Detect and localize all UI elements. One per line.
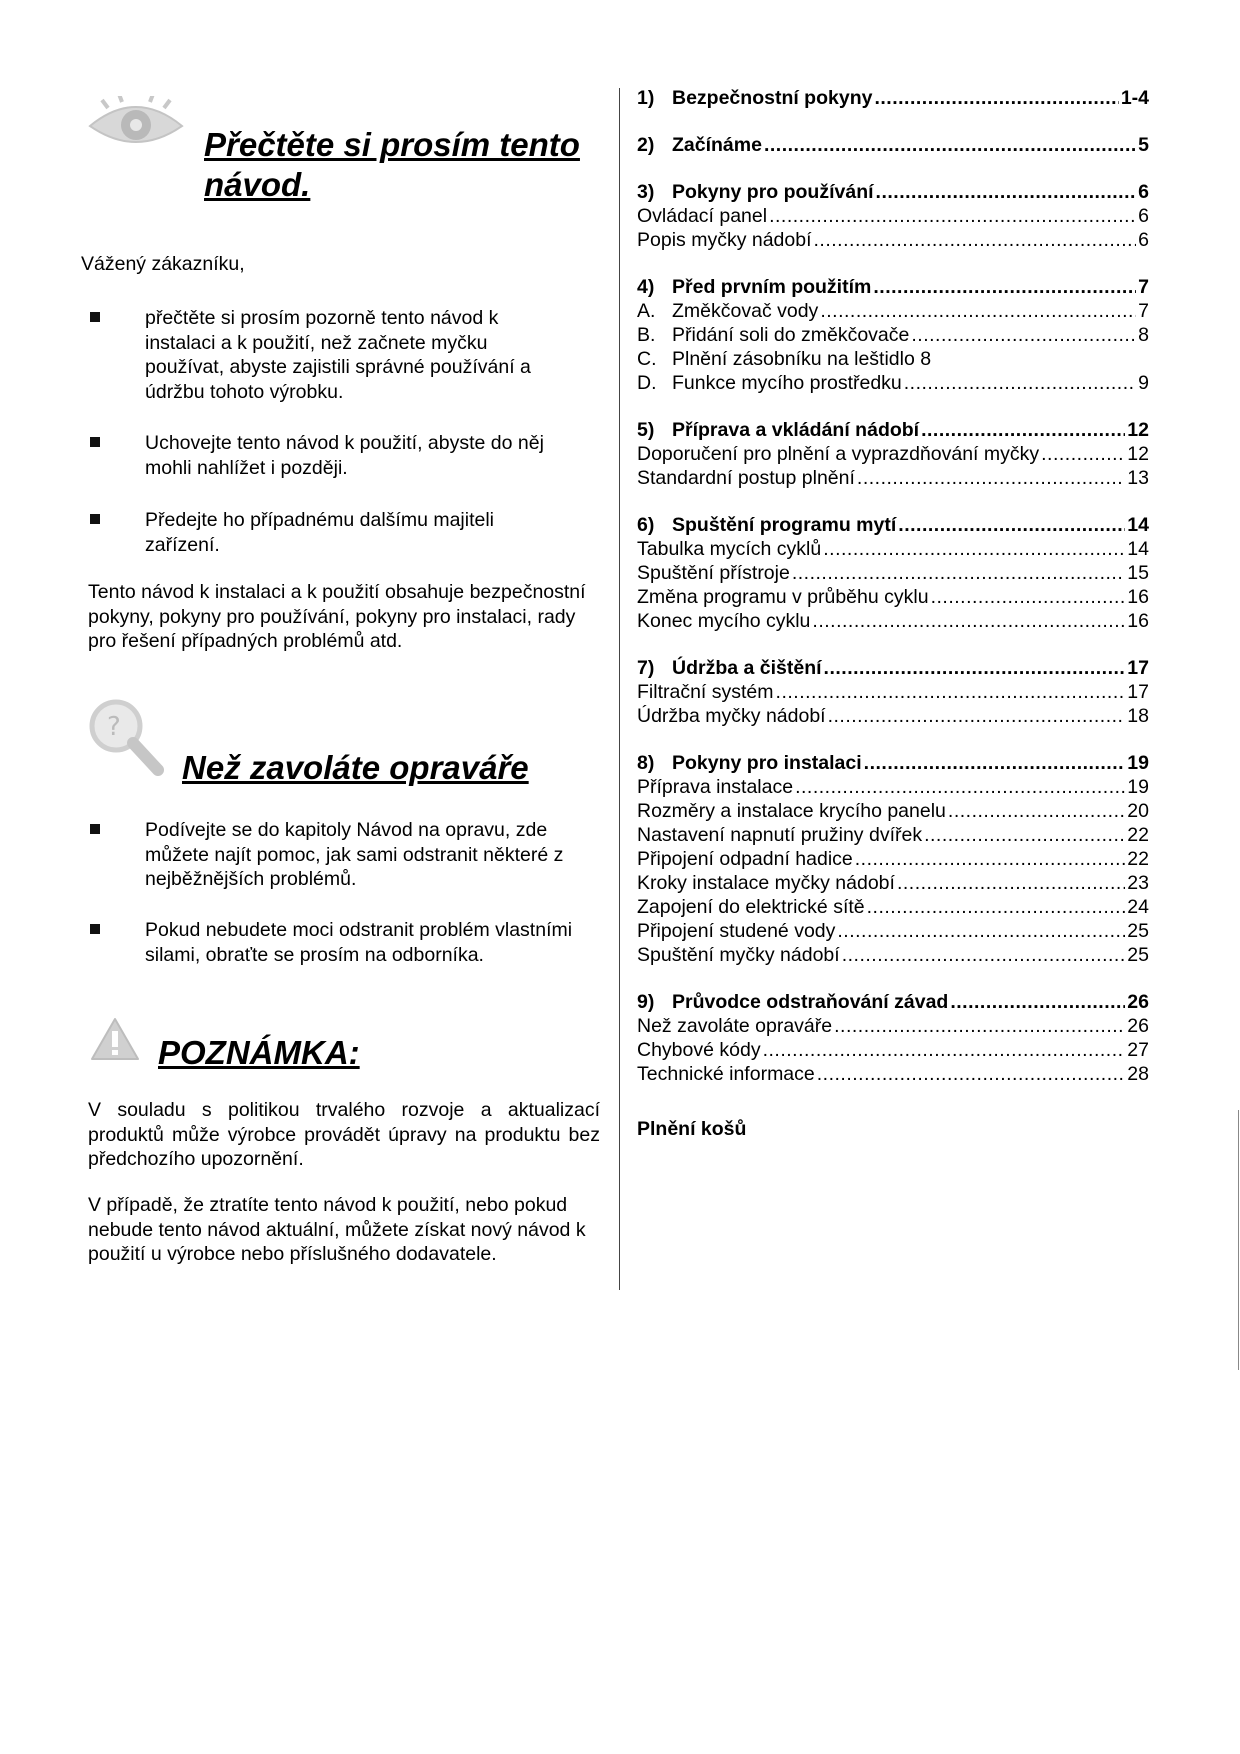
toc-item-row[interactable] xyxy=(637,704,1149,728)
toc-title: Příprava a vkládání nádobí xyxy=(672,419,920,441)
toc-leader xyxy=(792,561,1125,585)
toc-leader xyxy=(820,299,1136,323)
toc-section xyxy=(637,418,1149,490)
toc-item-letter: A. xyxy=(637,300,656,322)
toc-item-page: 15 xyxy=(1127,562,1149,584)
toc-leader xyxy=(874,86,1118,110)
toc-item-label: Změna programu v průběhu cyklu xyxy=(637,586,929,608)
toc-item-page: 23 xyxy=(1127,872,1149,894)
toc-item-page: 6 xyxy=(1138,229,1149,251)
toc-item-label: Konec mycího cyklu xyxy=(637,610,811,632)
toc-item-label: Přidání soli do změkčovače xyxy=(672,324,910,346)
toc-leader xyxy=(904,371,1136,395)
toc-item-label: Technické informace xyxy=(637,1063,815,1085)
toc-item-letter: B. xyxy=(637,324,656,346)
toc-item-page: 18 xyxy=(1127,705,1149,727)
toc-item-page: 14 xyxy=(1127,538,1149,560)
toc-section xyxy=(637,513,1149,633)
toc-title: Bezpečnostní pokyny xyxy=(672,87,873,109)
toc-heading-row[interactable] xyxy=(637,656,1149,680)
toc-item-row[interactable] xyxy=(637,228,1149,252)
toc-page: 7 xyxy=(1138,276,1149,298)
toc-title: Před prvním použitím xyxy=(672,276,872,298)
toc-leader xyxy=(769,204,1136,228)
toc-leader xyxy=(931,585,1126,609)
toc-leader xyxy=(823,537,1125,561)
toc-item-row[interactable] xyxy=(637,323,1149,347)
toc-item-row[interactable] xyxy=(637,466,1149,490)
toc-leader xyxy=(911,323,1136,347)
read-heading: Přečtěte si prosím tento návod. xyxy=(204,126,580,203)
toc-leader xyxy=(795,775,1125,799)
toc-title: Průvodce odstraňování závad xyxy=(672,991,949,1013)
toc-title: Začínáme xyxy=(672,134,762,156)
toc-leader xyxy=(764,133,1136,157)
toc-leader xyxy=(950,990,1125,1014)
toc-item-row[interactable] xyxy=(637,823,1149,847)
toc-item-label: Filtrační systém xyxy=(637,681,774,703)
toc-heading-row[interactable] xyxy=(637,990,1149,1014)
toc-item-page: 20 xyxy=(1127,800,1149,822)
toc-leader xyxy=(824,656,1126,680)
toc-item-letter: D. xyxy=(637,372,657,394)
note-paragraph: V souladu s politikou trvalého rozvoje a aktualizací produktů může výrobce provádět úpravy na produktu bez předchozího upozornění. xyxy=(88,1099,600,1170)
toc-heading-row[interactable] xyxy=(637,275,1149,299)
eye-icon xyxy=(86,96,186,156)
toc-item-row[interactable] xyxy=(637,585,1149,609)
bullet-icon xyxy=(90,824,100,834)
toc-number: 6) xyxy=(637,514,655,536)
toc-item-page: 13 xyxy=(1127,467,1149,489)
toc-item-label: Příprava instalace xyxy=(637,776,794,798)
toc-item-label: Připojení odpadní hadice xyxy=(637,848,853,870)
toc-item-row[interactable] xyxy=(637,561,1149,585)
list-item: Předejte ho případnému dalšímu majiteli zařízení. xyxy=(90,508,610,558)
toc-item-label: Tabulka mycích cyklů xyxy=(637,538,822,560)
toc-page: 12 xyxy=(1127,419,1149,441)
list-item: Uchovejte tento návod k použití, abyste do něj mohli nahlížet i později. xyxy=(90,431,610,481)
service-heading: Než zavoláte opraváře xyxy=(182,749,529,786)
toc-leader xyxy=(924,823,1125,847)
toc-leader xyxy=(812,609,1125,633)
toc-item-row[interactable] xyxy=(637,799,1149,823)
toc-item-row[interactable] xyxy=(637,680,1149,704)
toc-item-row[interactable] xyxy=(637,775,1149,799)
toc-title: Spuštění programu mytí xyxy=(672,514,897,536)
toc-item-page: 28 xyxy=(1127,1063,1149,1085)
toc-leader xyxy=(897,871,1125,895)
toc-leader xyxy=(814,228,1137,252)
toc-leader xyxy=(828,704,1126,728)
bullet-icon xyxy=(90,924,100,934)
toc-item-label: Doporučení pro plnění a vyprazdňování myčky xyxy=(637,443,1040,465)
toc-page: 26 xyxy=(1127,991,1149,1013)
toc-leader xyxy=(817,1062,1126,1086)
toc-leader xyxy=(867,895,1126,919)
toc-leader xyxy=(842,943,1126,967)
toc-item-row[interactable] xyxy=(637,1038,1149,1062)
toc-item-row[interactable] xyxy=(637,943,1149,967)
toc-number: 2) xyxy=(637,134,655,156)
toc-item-page: 12 xyxy=(1127,443,1149,465)
toc-section xyxy=(637,751,1149,967)
svg-text:?: ? xyxy=(107,712,121,742)
toc-item-label: Plnění zásobníku na leštidlo 8 xyxy=(672,348,932,370)
toc-item-page: 19 xyxy=(1127,776,1149,798)
toc-item-page: 17 xyxy=(1127,681,1149,703)
toc-item-row[interactable] xyxy=(637,1014,1149,1038)
toc-item-page: 22 xyxy=(1127,848,1149,870)
toc-section xyxy=(637,990,1149,1086)
list-item: Pokud nebudete moci odstranit problém vlastními silami, obraťte se prosím na odborníka. xyxy=(90,918,610,968)
toc-number: 1) xyxy=(637,87,655,109)
toc-section xyxy=(637,656,1149,728)
toc-item-label: Změkčovač vody xyxy=(672,300,819,322)
toc-number: 9) xyxy=(637,991,655,1013)
toc-item-row[interactable] xyxy=(637,204,1149,228)
toc-item-page: 25 xyxy=(1127,944,1149,966)
toc-page: 14 xyxy=(1127,514,1149,536)
list-item: přečtěte si prosím pozorně tento návod k instalaci a k použití, než začnete myčku používat, abyste zajistili správné používání a údržbu tohoto výrobku. xyxy=(90,306,610,406)
toc-leader xyxy=(776,680,1126,704)
toc-section xyxy=(637,180,1149,252)
magnifier-question-icon xyxy=(86,696,170,780)
page-edge-line xyxy=(1238,1110,1239,1370)
toc-item-row[interactable] xyxy=(637,371,1149,395)
toc-item-row[interactable] xyxy=(637,895,1149,919)
toc-section xyxy=(637,86,1149,110)
toc-item-label: Popis myčky nádobí xyxy=(637,229,812,251)
toc-heading-row[interactable] xyxy=(637,418,1149,442)
toc-item-page: 26 xyxy=(1127,1015,1149,1037)
toc-item-label: Standardní postup plnění xyxy=(637,467,855,489)
list-item: Podívejte se do kapitoly Návod na opravu, zde můžete najít pomoc, jak sami odstranit některé z nejběžnějších problémů. xyxy=(90,818,610,893)
toc-number: 4) xyxy=(637,276,655,298)
toc-item-page: 25 xyxy=(1127,920,1149,942)
toc-number: 5) xyxy=(637,419,655,441)
toc-item-page: 24 xyxy=(1127,896,1149,918)
toc-leader xyxy=(855,847,1126,871)
toc-item-row[interactable] xyxy=(637,299,1149,323)
note-paragraph-2: V případě, že ztratíte tento návod k použití, nebo pokud nebude tento návod aktuální, můžete získat nový návod k použití u výrobce nebo příslušného dodavatele. xyxy=(88,1194,586,1265)
toc-leader xyxy=(876,180,1137,204)
toc-item-row[interactable] xyxy=(637,871,1149,895)
toc-item-page: 6 xyxy=(1138,205,1149,227)
toc-page: 5 xyxy=(1138,134,1149,156)
toc-item-row[interactable] xyxy=(637,1062,1149,1086)
toc-leader xyxy=(873,275,1136,299)
toc-heading-row[interactable] xyxy=(637,86,1149,110)
toc-item-row[interactable] xyxy=(637,537,1149,561)
toc-page: 1-4 xyxy=(1120,87,1149,109)
toc-item-row[interactable] xyxy=(637,347,1149,371)
toc-extra-entry: Plnění košů xyxy=(637,1118,747,1140)
table-of-contents xyxy=(637,86,1149,1109)
toc-item-label: Chybové kódy xyxy=(637,1039,761,1061)
toc-item-row[interactable] xyxy=(637,442,1149,466)
toc-item-label: Zapojení do elektrické sítě xyxy=(637,896,865,918)
toc-item-label: Než zavoláte opraváře xyxy=(637,1015,833,1037)
toc-item-page: 16 xyxy=(1127,610,1149,632)
toc-number: 3) xyxy=(637,181,655,203)
toc-item-label: Ovládací panel xyxy=(637,205,768,227)
toc-item-label: Funkce mycího prostředku xyxy=(672,372,902,394)
toc-leader xyxy=(837,919,1125,943)
toc-item-page: 22 xyxy=(1127,824,1149,846)
toc-page: 17 xyxy=(1127,657,1149,679)
greeting: Vážený zákazníku, xyxy=(81,253,245,275)
toc-title: Pokyny pro instalaci xyxy=(672,752,862,774)
toc-item-page: 8 xyxy=(1138,324,1149,346)
toc-item-label: Připojení studené vody xyxy=(637,920,836,942)
toc-section xyxy=(637,133,1149,157)
note-heading: POZNÁMKA: xyxy=(158,1034,360,1071)
toc-item-row[interactable] xyxy=(637,847,1149,871)
toc-item-label: Údržba myčky nádobí xyxy=(637,705,826,727)
toc-item-label: Kroky instalace myčky nádobí xyxy=(637,872,895,894)
toc-heading-row[interactable] xyxy=(637,751,1149,775)
toc-leader xyxy=(921,418,1125,442)
toc-page: 6 xyxy=(1138,181,1149,203)
toc-number: 8) xyxy=(637,752,655,774)
toc-item-label: Spuštění přístroje xyxy=(637,562,790,584)
toc-item-row[interactable] xyxy=(637,919,1149,943)
toc-number: 7) xyxy=(637,657,655,679)
toc-section xyxy=(637,275,1149,395)
toc-heading-row[interactable] xyxy=(637,180,1149,204)
bullet-icon xyxy=(90,312,100,322)
toc-leader xyxy=(857,466,1125,490)
toc-item-letter: C. xyxy=(637,348,657,370)
toc-heading-row[interactable] xyxy=(637,513,1149,537)
toc-item-page: 9 xyxy=(1138,372,1149,394)
toc-leader xyxy=(948,799,1125,823)
toc-item-page: 7 xyxy=(1138,300,1149,322)
toc-leader xyxy=(1041,442,1125,466)
warning-icon xyxy=(90,1016,140,1062)
toc-item-label: Rozměry a instalace krycího panelu xyxy=(637,800,946,822)
toc-title: Pokyny pro používání xyxy=(672,181,874,203)
toc-leader xyxy=(864,751,1126,775)
toc-item-page: 27 xyxy=(1127,1039,1149,1061)
toc-leader xyxy=(898,513,1125,537)
toc-item-row[interactable] xyxy=(637,609,1149,633)
bullet-icon xyxy=(90,514,100,524)
toc-item-page: 16 xyxy=(1127,586,1149,608)
toc-heading-row[interactable] xyxy=(637,133,1149,157)
toc-item-label: Spuštění myčky nádobí xyxy=(637,944,840,966)
toc-page: 19 xyxy=(1127,752,1149,774)
column-divider xyxy=(619,88,620,1290)
toc-leader xyxy=(763,1038,1126,1062)
toc-title: Údržba a čištění xyxy=(672,657,822,679)
toc-leader xyxy=(834,1014,1125,1038)
summary-paragraph: Tento návod k instalaci a k použití obsahuje bezpečnostní pokyny, pokyny pro používání, pokyny pro instalaci, rady pro řešení případných problémů atd. xyxy=(88,581,586,652)
bullet-icon xyxy=(90,437,100,447)
toc-item-label: Nastavení napnutí pružiny dvířek xyxy=(637,824,923,846)
